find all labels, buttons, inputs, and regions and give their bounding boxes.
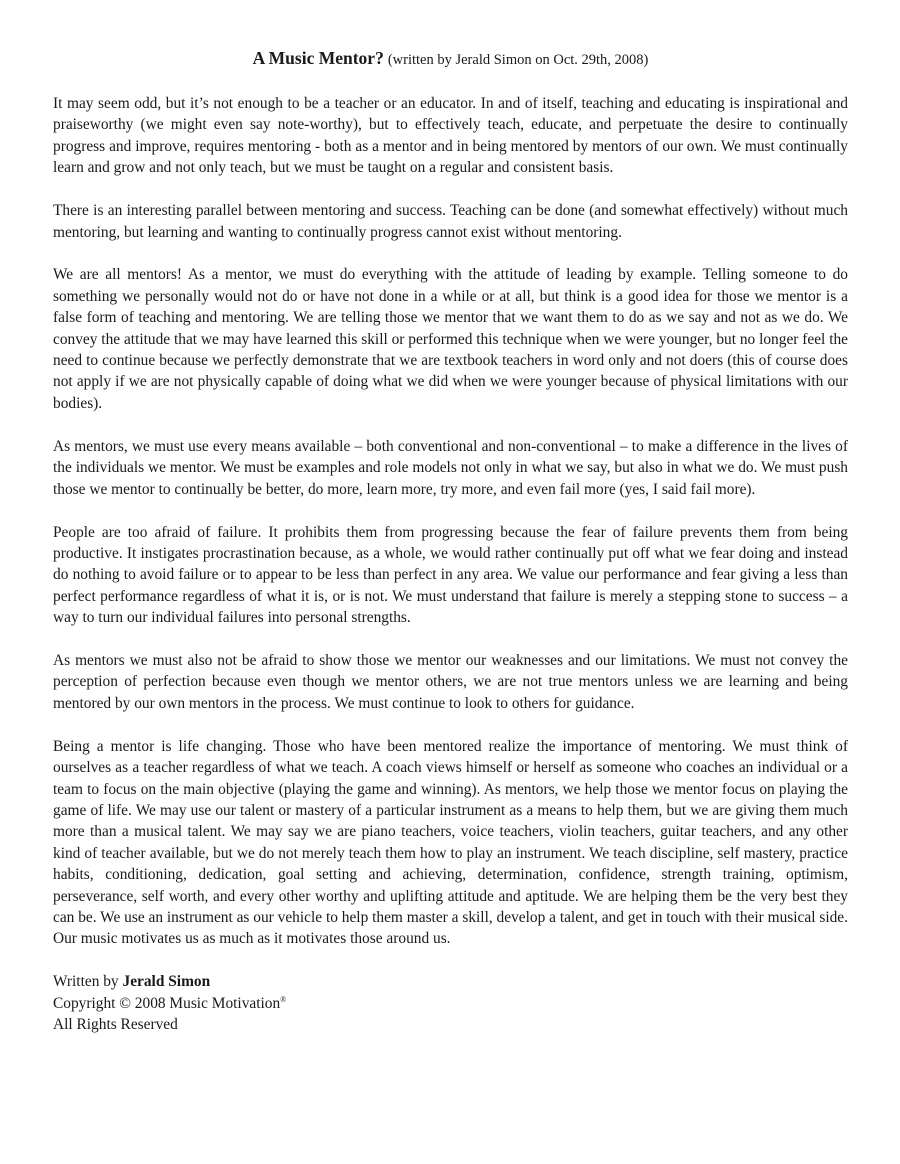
paragraph-4: As mentors, we must use every means available – both conventional and non-conventional – to make a difference in the lives of the individuals we mentor. We must be examples and role models not only in what we say, but also in what we do. We must push those we mentor to continually be better, do more, learn more, try more, and even fail more (yes, I said fail more). (53, 437, 848, 498)
paragraph-1: It may seem odd, but it’s not enough to be a teacher or an educator. In and of itself, teaching and educating is inspirational and praiseworthy (we might even say note-worthy), but to effectively teach, educate, and perpetuate the desire to continually progress and improve, requires mentoring - both as a mentor and in being mentored by mentors of our own. We must continually learn and grow and not only teach, but we must be taught on a regular and consistent basis. (53, 95, 848, 177)
registered-mark: ® (280, 994, 287, 1004)
written-by-prefix: Written by (53, 973, 119, 991)
title-main: A Music Mentor? (252, 48, 384, 68)
copyright-text: Copyright © 2008 Music Motivation (53, 994, 281, 1012)
paragraph-2: There is an interesting parallel between mentoring and success. Teaching can be done (and somewhat effectively) without much mentoring, but learning and wanting to continually progress cannot exist without mentoring. (53, 202, 848, 241)
document-title (53, 46, 848, 72)
signoff-block (53, 971, 848, 1035)
copyright-line (53, 993, 848, 1014)
paragraph-3: We are all mentors! As a mentor, we must do everything with the attitude of leading by example. Telling someone to do something we personally would not do or have not done in a while or at all, but think is a good idea for those we mentor is a false form of teaching and mentoring. We are telling those we mentor that we want them to do as we say and not as we do. We convey the attitude that we may have learned this skill or performed this technique when we were younger, but no longer feel the need to continue because we perfectly demonstrate that we are textbook teachers in word only and not doers (this of course does not apply if we are not physically capable of doing what we did when we were younger because of physical limitations with our bodies). (53, 266, 848, 412)
paragraph-5: People are too afraid of failure. It prohibits them from progressing because the fear of failure prevents them from being productive. It instigates procrastination because, as a whole, we would rather continually put off what we fear doing and instead do nothing to avoid failure or to appear to be less than perfect in any area. We value our performance and fear giving a less than perfect performance regardless of what it is, or is not. We must understand that failure is merely a stepping stone to success – a way to turn our individual failures into personal strengths. (53, 523, 848, 627)
title-subtitle: (written by Jerald Simon on Oct. 29th, 2008) (387, 52, 649, 68)
rights-line: All Rights Reserved (53, 1016, 178, 1034)
written-by-line (53, 971, 848, 992)
author-name: Jerald Simon (122, 973, 211, 991)
paragraph-7: Being a mentor is life changing. Those who have been mentored realize the importance of mentoring. We must think of ourselves as a teacher regardless of what we teach. A coach views himself or herself as someone who coaches an individual or a team to focus on the main objective (playing the game and winning). As mentors, we help those we mentor focus on playing the game of life. We may use our talent or mastery of a particular instrument as a means to help them, but we are giving them much more than a musical talent. We may say we are piano teachers, voice teachers, violin teachers, guitar teachers, and any other kind of teacher available, but we do not merely teach them how to play an instrument. We teach discipline, self mastery, practice habits, conditioning, dedication, goal setting and achieving, determination, confidence, strength training, optimism, perseverance, self worth, and every other worthy and uplifting attitude and aptitude. We are helping them be the very best they can be. We use an instrument as our vehicle to help them master a skill, develop a talent, and get in touch with their musical side. Our music motivates us as much as it motivates those around us. (53, 737, 848, 948)
paragraph-6: As mentors we must also not be afraid to show those we mentor our weaknesses and our limitations. We must not convey the perception of perfection because even though we mentor others, we are not true mentors unless we are learning and being mentored by our own mentors in the process. We must continue to look to others for guidance. (53, 652, 848, 712)
